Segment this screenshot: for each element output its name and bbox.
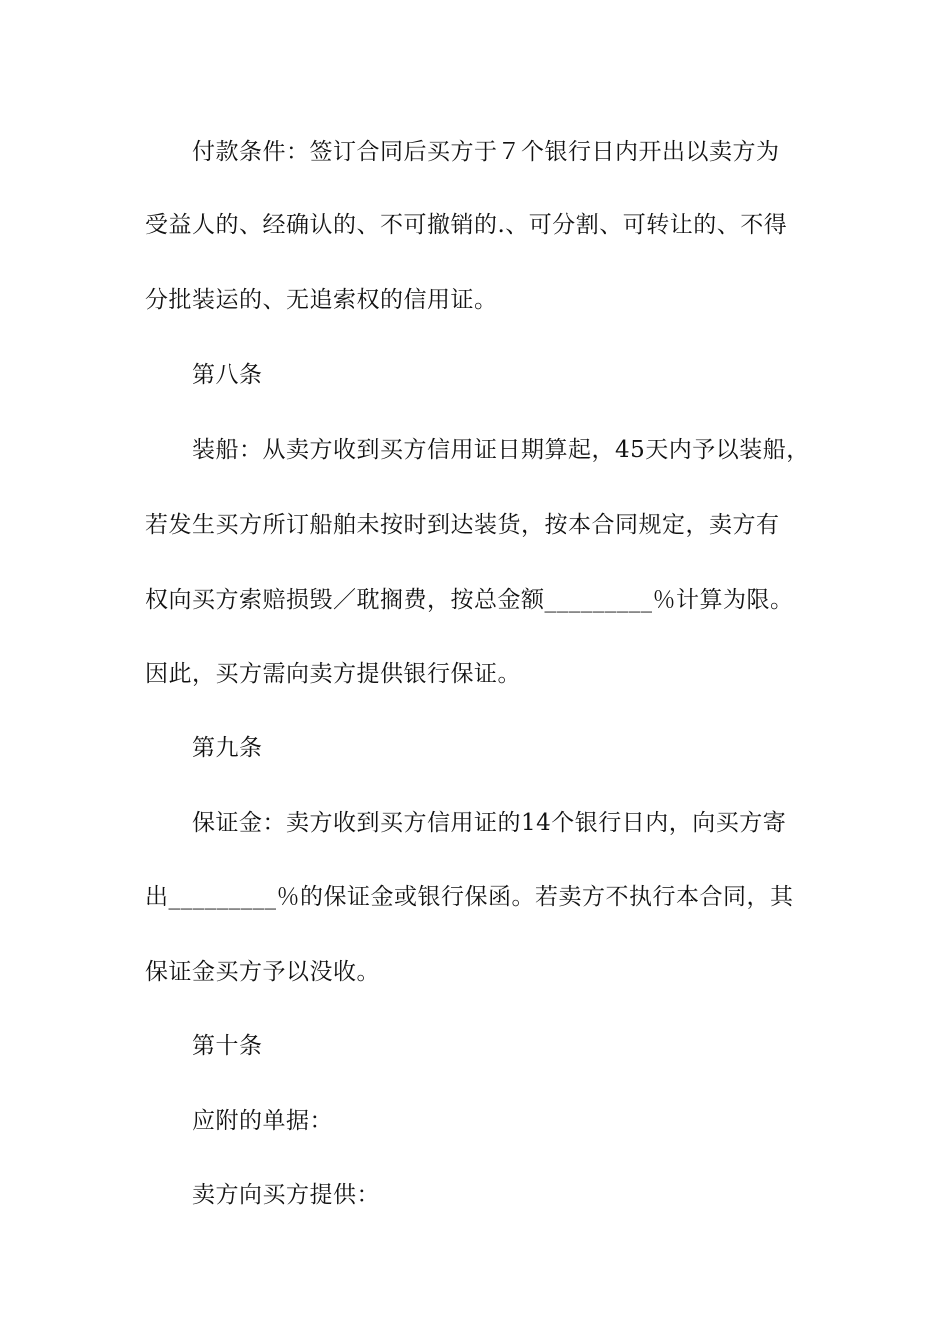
shipment-clause-line-4: 因此，买方需向卖方提供银行保证。 [145,661,521,687]
deposit-clause-line-2: 出_________％的保证金或银行保函。若卖方不执行本合同，其 [145,884,794,910]
article-8-heading: 第八条 [192,362,263,388]
payment-terms-line-1: 付款条件：签订合同后买方于７个银行日内开出以卖方为 [192,139,780,165]
deposit-clause-line-1: 保证金：卖方收到买方信用证的14个银行日内，向买方寄 [192,810,787,836]
article-9-heading: 第九条 [192,735,263,761]
shipment-clause-line-3: 权向买方索赔损毁／耽搁费，按总金额_________％计算为限。 [145,587,794,613]
payment-terms-line-3: 分批装运的、无追索权的信用证。 [145,287,498,313]
article-10-heading: 第十条 [192,1033,263,1059]
seller-provides-line: 卖方向买方提供： [192,1182,380,1208]
shipment-clause-line-1: 装船：从卖方收到买方信用证日期算起，45天内予以装船， [192,437,810,463]
deposit-clause-line-3: 保证金买方予以没收。 [145,959,380,985]
attached-documents-heading: 应附的单据： [192,1108,333,1134]
shipment-clause-line-2: 若发生买方所订船舶未按时到达装货，按本合同规定，卖方有 [145,512,780,538]
payment-terms-line-2: 受益人的、经确认的、不可撤销的.、可分割、可转让的、不得 [145,212,788,238]
